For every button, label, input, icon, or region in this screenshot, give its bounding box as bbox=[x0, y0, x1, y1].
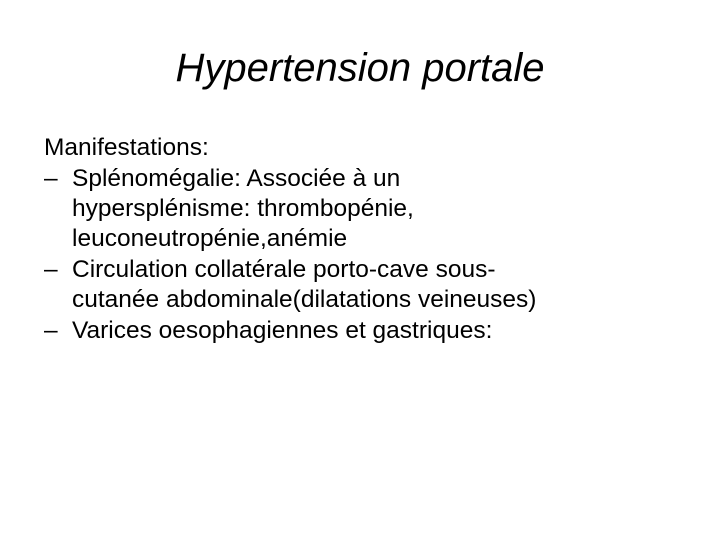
bullet-text bbox=[72, 316, 704, 346]
bullet-splenomegalie bbox=[44, 164, 704, 254]
bullet-marker: – bbox=[44, 317, 58, 344]
manifestations-heading: Manifestations: bbox=[44, 134, 209, 161]
slide-title: Hypertension portale bbox=[175, 46, 545, 90]
bullet-line: Varices oesophagiennes et gastriques: bbox=[72, 317, 493, 344]
bullet-marker: – bbox=[44, 165, 58, 192]
bullet-line: Splénomégalie: Associée à un bbox=[72, 165, 401, 192]
bullet-line: cutanée abdominale(dilatations veineuses) bbox=[72, 286, 537, 313]
bullet-circulation-collaterale bbox=[44, 255, 704, 315]
bullet-text bbox=[72, 164, 704, 254]
bullet-text bbox=[72, 255, 704, 315]
bullet-line: Circulation collatérale porto-cave sous- bbox=[72, 256, 496, 283]
bullet-marker: – bbox=[44, 256, 58, 283]
bullet-line: leuconeutropénie,anémie bbox=[72, 225, 348, 252]
slide-body bbox=[44, 133, 704, 347]
bullet-varices bbox=[44, 316, 704, 346]
bullet-line: hypersplénisme: thrombopénie, bbox=[72, 195, 414, 222]
